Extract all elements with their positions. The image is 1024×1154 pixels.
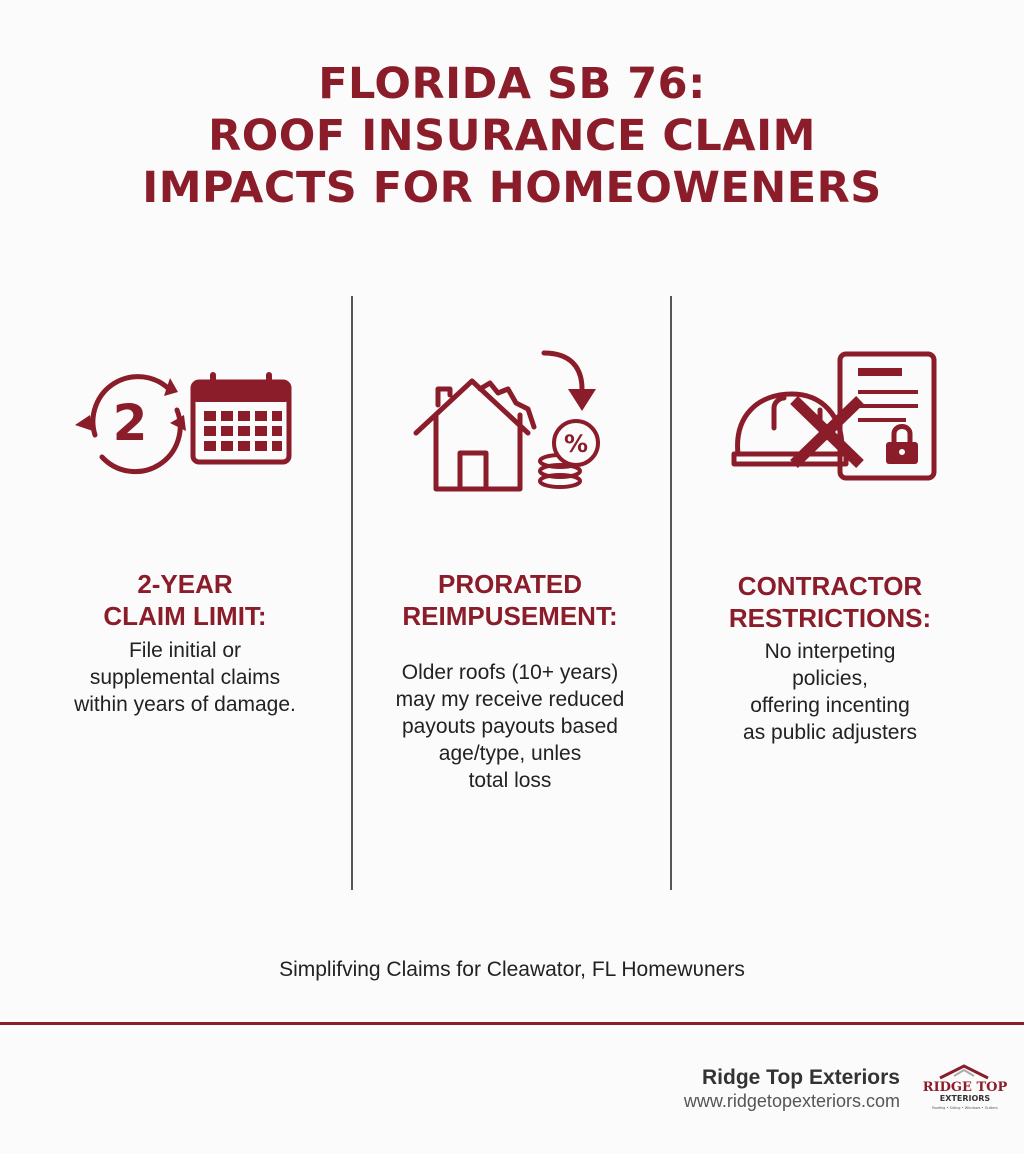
column-3-heading-line-1: CONTRACTOR [737,571,923,601]
column-2-body-line-3: payouts payouts based [402,715,618,738]
contractor-no-document-icon [730,350,940,485]
brand-name: Ridge Top Exteriors [702,1066,900,1089]
column-2-body [360,659,660,794]
column-1-heading-line-2: CLAIM LIMIT: [103,601,267,631]
column-3-heading-line-2: RESTRICTIONS: [728,603,932,633]
house-roof-percent-icon [410,345,610,495]
column-3-body-line-2: policies, [792,667,868,690]
title-line-3: IMPACTS FOR HOMEOWENERS [142,163,882,213]
footer-divider [0,1022,1024,1025]
column-1-body-line-1: File initial or [128,639,242,662]
percent-symbol: % [563,430,589,458]
column-1-body-line-3: within years of damage. [74,693,296,716]
svg-text:EXTERIORS: EXTERIORS [939,1094,991,1103]
brand-url[interactable]: www.ridgetopexteriors.com [683,1091,900,1111]
title-line-2: ROOF INSURANCE CLAIM [208,111,816,161]
column-1-body-line-2: supplemental claims [89,666,281,689]
column-divider-right [670,296,672,890]
column-3-heading [680,570,980,634]
column-2-body-line-4: age/type, unles [438,742,582,765]
svg-text:Roofing • Siding • Windows • G: Roofing • Siding • Windows • Gutters [932,1106,998,1110]
svg-text:RIDGE TOP: RIDGE TOP [922,1080,1008,1095]
tagline: Simplifving Claims for Cleawator, FL Homewʋners [279,958,745,981]
column-2-body-line-1: Older roofs (10+ years) [401,661,619,684]
column-2-heading-line-1: PRORATED [438,569,582,599]
ridge-top-logo [920,1062,1010,1114]
title-line-1: FLORIDA SB 76: [318,59,706,109]
column-3-body [680,638,980,746]
column-3-body-line-3: offering incenting [750,694,910,717]
column-3-body-line-4: as public adjusters [743,721,917,744]
column-2-heading-line-2: REIMPUSEMENT: [402,601,618,631]
column-3-body-line-1: No interpeting [764,640,896,663]
column-2-body-line-5: total loss [468,769,552,792]
cycle-calendar-icon [70,365,300,475]
column-1-heading-line-1: 2-YEAR [137,569,233,599]
column-2-heading [360,568,660,632]
column-divider-left [351,296,353,890]
column-2-body-line-2: may my receive reduced [395,688,625,711]
column-1-body [40,637,330,718]
page-title [0,58,1024,214]
cycle-number: 2 [112,394,148,452]
column-1-heading [40,568,330,632]
